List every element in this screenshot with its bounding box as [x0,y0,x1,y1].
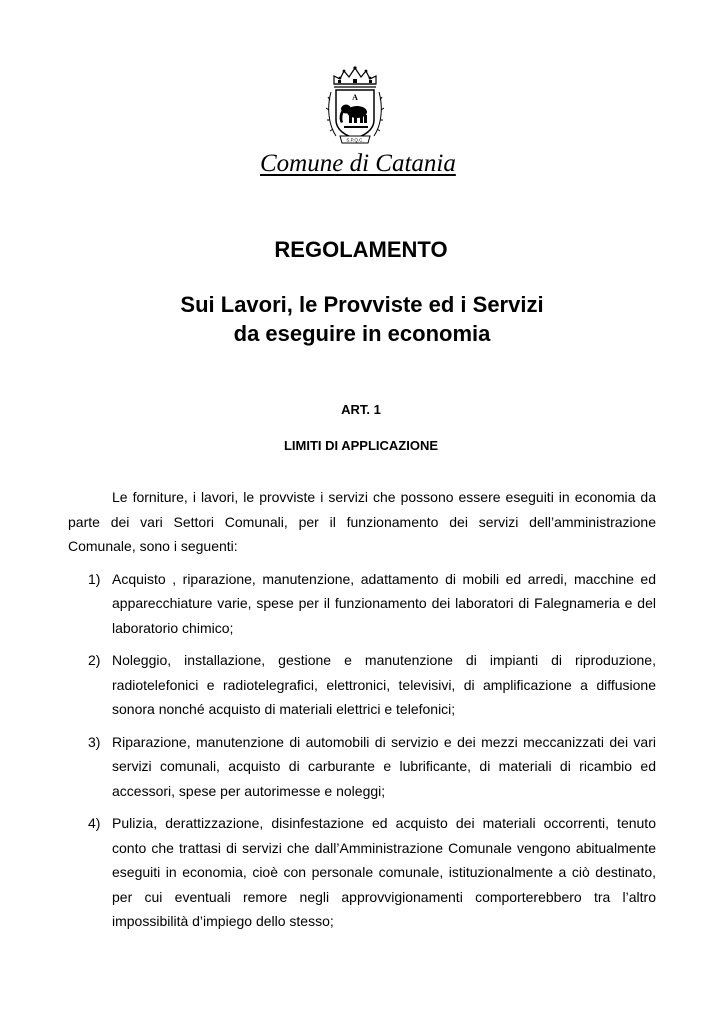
document-title-text: REGOLAMENTO [274,237,448,262]
list-item-number: 4) [88,815,101,831]
emblem-motto: S.P.Q.C. [346,137,364,143]
article-items-list [68,567,656,934]
svg-text:A: A [352,93,358,102]
subtitle-line-2: da eseguire in economia [233,321,491,346]
document-subtitle [0,290,724,348]
article-body [68,485,656,942]
municipality-name: Comune di Catania [260,150,456,177]
list-item [68,648,656,722]
list-item-number: 3) [88,733,101,750]
list-item-text: Acquisto , riparazione, manutenzione, adattamento di mobili ed arredi, macchine ed apparecchiature varie, spese per il funzionamento dei laboratori di Falegnameria e del laboratorio chimico; [112,570,656,636]
list-item [68,730,656,804]
catania-coat-of-arms-icon [326,66,384,146]
document-title [0,237,724,263]
subtitle-line-1: Sui Lavori, le Provviste ed i Servizi [180,292,544,317]
article-number [0,402,724,417]
article-heading-text: LIMITI DI APPLICAZIONE [283,438,439,453]
article-intro: Le forniture, i lavori, le provviste i servizi che possono essere eseguiti in economia da parte dei vari Settori Comunali, per il funzionamento dei servizi dell’amministrazione Comunale, sono i seguenti: [68,489,656,554]
article-heading [0,438,724,453]
list-item-text: Pulizia, derattizzazione, disinfestazione ed acquisto dei materiali occorrenti, tenuto conto che trattasi di servizi che dall’Amministrazione Comunale vengono abitualmente eseguiti in economia, cioè con personale comunale, istituzionalmente a ciò destinato, per cui eventuali remore negli approvvigionamenti comporterebbero tra l’altro impossibilità d’impiego dello stesso; [112,815,656,929]
list-item [68,567,656,641]
article-number-text: ART. 1 [341,402,381,417]
list-item-number: 1) [88,570,101,587]
list-item-text: Noleggio, installazione, gestione e manutenzione di impianti di riproduzione, radiotelefonici e radiotelegrafici, elettronici, televisivi, di amplificazione a diffusione sonora nonché acquisto di materiali elettrici e telefonici; [112,652,656,717]
list-item-number: 2) [88,652,101,668]
list-item-text: Riparazione, manutenzione di automobili di servizio e dei mezzi meccanizzati dei vari servizi comunali, acquisto di carburante e lubrificante, di materiali di ricambio ed accessori, spese per autorimesse e noleggi; [112,733,656,799]
list-item [68,811,656,934]
